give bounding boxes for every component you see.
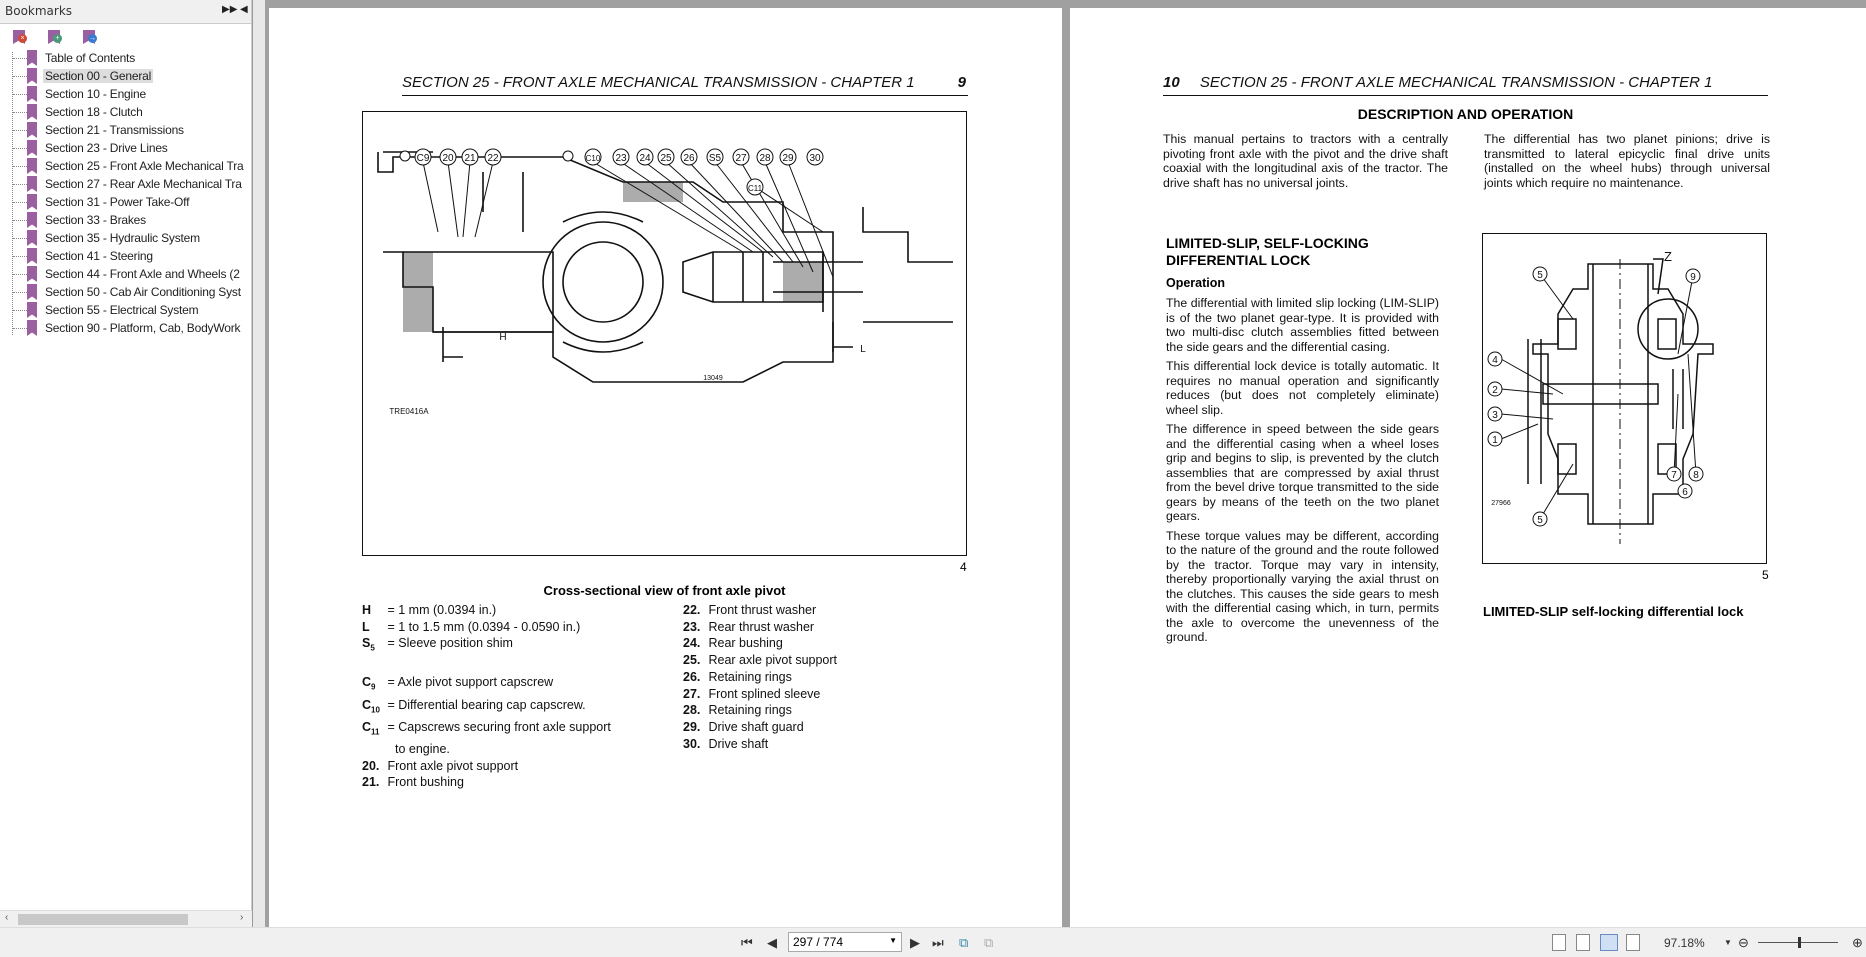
legend-text: Drive shaft guard [708, 719, 804, 734]
legend-item [362, 674, 611, 696]
page-number-input[interactable] [788, 932, 902, 952]
two-page-continuous-view-icon[interactable] [1626, 934, 1640, 951]
bookmarks-panel [0, 0, 252, 927]
bookmark-label: Section 41 - Steering [45, 249, 153, 263]
bookmark-icon [27, 68, 37, 84]
horizontal-scrollbar[interactable] [0, 910, 252, 927]
callout-21: 21 [464, 153, 476, 164]
callout-6: 6 [1682, 487, 1688, 498]
legend-item [683, 669, 837, 686]
bookmark-label: Section 31 - Power Take-Off [45, 195, 190, 209]
goto-icon: → [89, 35, 96, 42]
callout-24: 24 [639, 153, 651, 164]
last-page-button[interactable]: ⏭ [932, 935, 944, 950]
figure-caption: Cross-sectional view of front axle pivot [543, 583, 786, 598]
bookmark-icon [27, 230, 37, 246]
header-title: SECTION 25 - FRONT AXLE MECHANICAL TRANSMISSION - CHAPTER 1 [402, 74, 915, 91]
zoom-dropdown-icon[interactable]: ▼ [1724, 938, 1732, 947]
zoom-slider-thumb[interactable] [1798, 937, 1801, 948]
callout-7: 7 [1671, 470, 1677, 481]
callout-3: 3 [1492, 410, 1498, 421]
bookmarks-title: Bookmarks [5, 4, 73, 18]
bookmarks-header [0, 0, 251, 24]
document-viewer [265, 0, 1866, 927]
page-title: DESCRIPTION AND OPERATION [1357, 106, 1574, 122]
previous-page-button[interactable]: ◀ [767, 935, 777, 950]
bookmark-icon [27, 86, 37, 102]
bookmark-icon [27, 248, 37, 264]
callout-25: 25 [660, 153, 672, 164]
callout-s5: S5 [708, 153, 722, 164]
bookmark-label: Section 21 - Transmissions [45, 123, 184, 137]
legend-text: Front thrust washer [708, 603, 817, 617]
bookmark-label: Section 10 - Engine [45, 87, 146, 101]
callout-27: 27 [735, 153, 747, 164]
legend-text: Front splined sleeve [708, 686, 821, 701]
bookmark-label: Section 23 - Drive Lines [45, 141, 168, 155]
section-heading: LIMITED-SLIP, SELF-LOCKING DIFFERENTIAL LOCK [1166, 235, 1369, 268]
callout-8: 8 [1693, 470, 1699, 481]
bookmark-label: Section 33 - Brakes [45, 213, 146, 227]
panel-splitter[interactable] [253, 0, 265, 927]
legend-text: = Sleeve position shim [387, 636, 513, 651]
dimension-h: H [499, 332, 507, 343]
callout-2: 2 [1492, 385, 1498, 396]
intro-left: This manual pertains to tractors with a centrally pivoting front axle with the pivot and the drive shaft coaxial with the longitudinal axis of the tractor. The drive shaft has no universal joints. [1163, 132, 1448, 190]
intro-right: The differential has two planet pinions; drive is transmitted to lateral epicyclic final drive units (installed on the wheel hubs) through universal joints which require no maintenance. [1484, 132, 1770, 190]
bookmark-label: Section 25 - Front Axle Mechanical Tra [45, 159, 244, 173]
callout-23: 23 [615, 153, 627, 164]
page-number: 10 [1163, 74, 1180, 91]
legend-item [683, 635, 837, 652]
callout-1: 1 [1492, 435, 1498, 446]
zoom-out-button[interactable]: ⊖ [1738, 935, 1749, 950]
legend-key: $C_9$ [362, 675, 376, 692]
legend-text: = 1 to 1.5 mm (0.0394 - 0.0590 in.) [387, 619, 581, 634]
legend-item [362, 635, 611, 657]
callout-26: 26 [683, 153, 695, 164]
legend-item [683, 736, 837, 753]
figure-number: 5 [1762, 568, 1769, 582]
legend-key: 20. [362, 758, 380, 773]
figure-differential-lock [1482, 233, 1767, 564]
legend-item [362, 619, 611, 636]
paragraph: The difference in speed between the side gears and the differential casing when a wheel loses grip and begins to slip, is prevented by the clutch assemblies that are compressed by axial thrust from the bevel drive torque transmitted to the side gears by means of the teeth on the two planet gears. [1166, 422, 1439, 523]
callout-30: 30 [809, 153, 821, 164]
callout-9: 9 [1690, 272, 1696, 283]
page-10 [1070, 8, 1866, 927]
bookmark-label: Section 44 - Front Axle and Wheels (2 [45, 267, 240, 281]
callout-c9: C9 [416, 153, 430, 164]
legend-left [362, 602, 611, 791]
next-page-button[interactable]: ▶ [910, 935, 920, 950]
add-icon: + [53, 34, 62, 43]
bookmark-label: Section 00 - General [45, 69, 152, 83]
legend-text: = Axle pivot support capscrew [387, 675, 554, 690]
legend-right [683, 602, 837, 752]
previous-view-button[interactable]: ⧉ [959, 935, 969, 950]
legend-text: = Capscrews securing front axle support [387, 719, 611, 734]
navigation-toolbar [0, 927, 1866, 957]
callout-22: 22 [487, 153, 499, 164]
drawing-code: 13049 [703, 375, 723, 382]
header-title: SECTION 25 - FRONT AXLE MECHANICAL TRANSMISSION - CHAPTER 1 [1199, 74, 1713, 91]
legend-text: Drive shaft [708, 736, 769, 751]
page-number: 9 [957, 74, 966, 91]
legend-text: Retaining rings [708, 703, 792, 718]
bookmark-icon [27, 320, 37, 336]
chevron-down-icon[interactable]: ▼ [889, 936, 897, 945]
bookmark-tree [12, 51, 244, 335]
legend-text: Front bushing [387, 775, 464, 790]
bookmark-icon [27, 266, 37, 282]
legend-key: 24. [683, 636, 701, 651]
callout-z: Z [1664, 249, 1672, 264]
legend-item [362, 602, 611, 619]
single-page-view-icon[interactable] [1552, 934, 1566, 951]
dimension-l: L [860, 344, 866, 355]
legend-key: 25. [683, 653, 701, 668]
bookmark-icon [27, 140, 37, 156]
legend-key: 22. [683, 603, 701, 617]
callout-4: 4 [1492, 355, 1498, 366]
subheading-operation: Operation [1166, 276, 1226, 290]
legend-key: $S_5$ [362, 636, 375, 653]
legend-key: 30. [683, 736, 701, 751]
legend-text: = Differential bearing cap capscrew. [387, 697, 586, 712]
legend-item [362, 697, 611, 719]
bookmark-icon [27, 302, 37, 318]
differential-drawing [1483, 234, 1765, 562]
two-page-view-icon[interactable] [1600, 934, 1618, 951]
legend-text: Rear axle pivot support [708, 653, 838, 668]
bookmark-icon [27, 284, 37, 300]
legend-key: 29. [683, 719, 701, 734]
page-header [402, 74, 968, 96]
legend-key: 23. [683, 619, 701, 634]
scroll-left-icon[interactable]: ‹ [5, 912, 9, 923]
bookmark-label: Section 18 - Clutch [45, 105, 143, 119]
bookmark-icon [27, 104, 37, 120]
legend-item [362, 758, 611, 775]
bookmark-label: Section 27 - Rear Axle Mechanical Tra [45, 177, 242, 191]
bookmark-icon [27, 158, 37, 174]
legend-text: Front axle pivot support [387, 758, 519, 773]
callout-20: 20 [442, 153, 454, 164]
legend-text: Rear thrust washer [708, 619, 815, 634]
legend-key: $C_{10}$ [362, 697, 380, 714]
legend-item [683, 686, 837, 703]
legend-key: $C_{11}$ [362, 719, 380, 737]
bookmark-label: Table of Contents [45, 51, 135, 65]
first-page-button[interactable]: ⏮ [741, 935, 753, 950]
legend-key: L [362, 619, 370, 634]
zoom-slider[interactable] [1758, 942, 1838, 943]
legend-item [683, 719, 837, 736]
legend-item [683, 619, 837, 636]
bookmark-icon [27, 122, 37, 138]
next-view-button[interactable]: ⧉ [984, 935, 994, 950]
legend-item [683, 652, 837, 669]
callout-c11: C11 [747, 184, 763, 193]
bookmark-label: Section 35 - Hydraulic System [45, 231, 200, 245]
continuous-view-icon[interactable] [1576, 934, 1590, 951]
page-header [1163, 74, 1768, 96]
callout-5-lower: 5 [1537, 515, 1543, 526]
figure-front-axle-pivot [362, 111, 967, 556]
zoom-in-button[interactable]: ⊕ [1852, 935, 1863, 950]
legend-key: H [362, 603, 372, 617]
figure-code: TRE0416A [389, 407, 429, 416]
legend-text: = 1 mm (0.0394 in.) [387, 603, 497, 617]
paragraph: This differential lock device is totally automatic. It requires no manual operation and significantly reduces (but does not completely eliminate) wheel slip. [1166, 359, 1439, 417]
body-text [1166, 296, 1439, 650]
legend-text-cont: to engine. [395, 741, 450, 756]
legend-key: 27. [683, 686, 701, 701]
panel-options-icon[interactable]: ▶▶ [222, 4, 238, 15]
bookmark-icon [27, 176, 37, 192]
callout-28: 28 [759, 153, 771, 164]
callout-c10: C10 [585, 154, 601, 163]
legend-key: 28. [683, 703, 701, 718]
callout-5: 5 [1537, 270, 1543, 281]
legend-item [683, 702, 837, 719]
bookmark-label: Section 55 - Electrical System [45, 303, 199, 317]
delete-icon: × [18, 34, 27, 43]
page-input-value: 297 / 774 [793, 935, 844, 949]
legend-key: 26. [683, 669, 701, 684]
page-9 [269, 8, 1062, 927]
axle-pivot-drawing [363, 112, 965, 554]
legend-text: Rear bushing [708, 636, 783, 651]
paragraph: The differential with limited slip locking (LIM-SLIP) is of the two planet gear-type. It is provided with two multi-disc clutch assemblies fitted between the side gears and the differential casing. [1166, 296, 1439, 354]
callout-29: 29 [782, 153, 794, 164]
scrollbar-thumb[interactable] [18, 914, 188, 925]
figure-caption: LIMITED-SLIP self-locking differential lock [1483, 604, 1744, 619]
collapse-panel-icon[interactable]: ◀ [240, 4, 248, 15]
figure-number: 4 [960, 560, 967, 574]
bookmark-icon [27, 50, 37, 66]
bookmark-icon [27, 212, 37, 228]
bookmarks-toolbar [0, 24, 251, 48]
paragraph: These torque values may be different, according to the nature of the ground and the route followed by the tractor. Torque may vary in intensity, thereby proportionally varying the axial thrust on the clutches. This causes the side gears to mesh with the differential casing which, in turn, permits the axle to overcome the unevenness of the ground. [1166, 528, 1439, 644]
bookmark-label: Section 90 - Platform, Cab, BodyWork [45, 321, 241, 335]
legend-item [362, 719, 611, 758]
legend-key: 21. [362, 775, 380, 790]
zoom-level[interactable]: 97.18% [1664, 936, 1705, 950]
figure-code: 27966 [1491, 500, 1511, 507]
bookmark-icon [27, 194, 37, 210]
legend-item [362, 774, 611, 791]
legend-item [683, 602, 837, 619]
bookmark-label: Section 50 - Cab Air Conditioning Syst [45, 285, 241, 299]
legend-text: Retaining rings [708, 669, 792, 684]
scroll-right-icon[interactable]: › [240, 912, 244, 923]
